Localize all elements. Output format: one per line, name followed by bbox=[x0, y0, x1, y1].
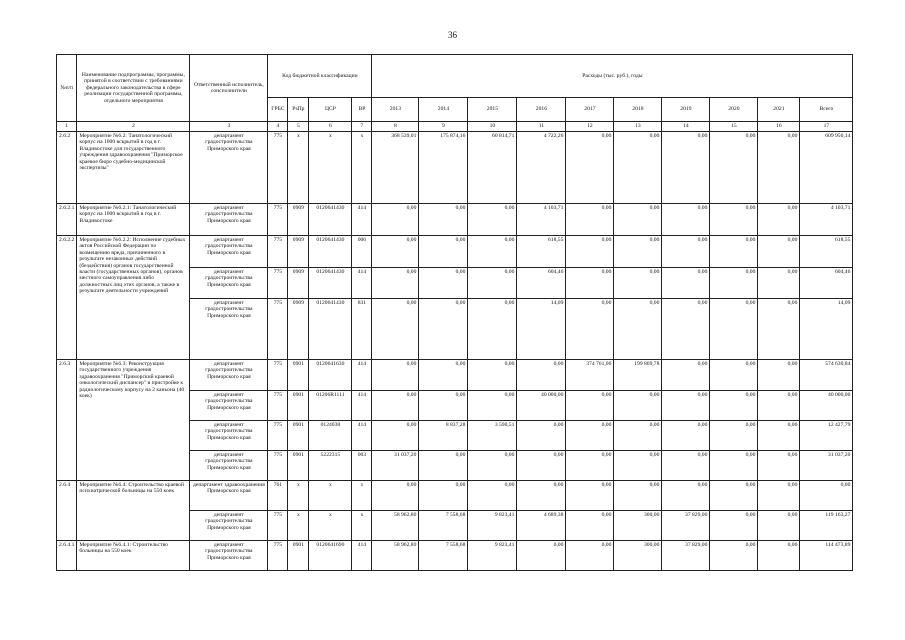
col-number: 8 bbox=[372, 122, 419, 132]
amount-cell: 0,00 bbox=[517, 360, 566, 391]
amount-cell: 0,00 bbox=[566, 511, 614, 541]
csr-cell: 0120641430 bbox=[309, 268, 352, 299]
total-cell: 40 000,00 bbox=[800, 391, 853, 421]
amount-cell: 0,00 bbox=[662, 451, 710, 481]
amount-cell: 31 037,20 bbox=[372, 451, 419, 481]
amount-cell: 0,00 bbox=[372, 268, 419, 299]
amount-cell: 0,00 bbox=[710, 451, 758, 481]
amount-cell: 0,00 bbox=[710, 132, 758, 204]
vr-cell: х bbox=[352, 132, 372, 204]
amount-cell: 0,00 bbox=[468, 268, 517, 299]
budget-table bbox=[56, 54, 853, 571]
rzpr-cell: 0901 bbox=[288, 360, 309, 391]
amount-cell: 0,00 bbox=[758, 541, 800, 571]
amount-cell: 0,00 bbox=[758, 511, 800, 541]
col-number: 14 bbox=[662, 122, 710, 132]
amount-cell: 60 814,71 bbox=[468, 132, 517, 204]
amount-cell: 0,00 bbox=[662, 268, 710, 299]
amount-cell: 0,00 bbox=[758, 391, 800, 421]
responsible-cell: департамент градостроительства Приморского края bbox=[190, 511, 268, 541]
amount-cell: 0,00 bbox=[419, 391, 468, 421]
header-year: 2015 bbox=[468, 98, 517, 122]
rzpr-cell: 0909 bbox=[288, 299, 309, 360]
amount-cell: 0,00 bbox=[468, 236, 517, 268]
header-year: 2018 bbox=[614, 98, 662, 122]
col-number: 11 bbox=[517, 122, 566, 132]
grbs-cell: 775 bbox=[268, 132, 288, 204]
amount-cell: 0,00 bbox=[758, 421, 800, 451]
grbs-cell: 761 bbox=[268, 481, 288, 511]
amount-cell: 0,00 bbox=[566, 236, 614, 268]
amount-cell: 0,00 bbox=[758, 132, 800, 204]
table-row bbox=[57, 481, 853, 511]
amount-cell: 58 962,80 bbox=[372, 541, 419, 571]
header-budget-code: Код бюджетной классификации bbox=[268, 55, 372, 98]
col-number: 16 bbox=[758, 122, 800, 132]
amount-cell: 0,00 bbox=[566, 421, 614, 451]
vr-cell: х bbox=[352, 511, 372, 541]
amount-cell: 0,00 bbox=[662, 481, 710, 511]
amount-cell: 0,00 bbox=[419, 481, 468, 511]
col-number: 4 bbox=[268, 122, 288, 132]
amount-cell: 4 722,26 bbox=[517, 132, 566, 204]
header-year: 2016 bbox=[517, 98, 566, 122]
amount-cell: 368 539,01 bbox=[372, 132, 419, 204]
grbs-cell: 775 bbox=[268, 511, 288, 541]
table-row bbox=[57, 132, 853, 204]
amount-cell: 0,00 bbox=[517, 481, 566, 511]
amount-cell: 0,00 bbox=[710, 299, 758, 360]
rzpr-cell: х bbox=[288, 132, 309, 204]
grbs-cell: 775 bbox=[268, 299, 288, 360]
grbs-cell: 775 bbox=[268, 391, 288, 421]
table-row bbox=[57, 541, 853, 571]
amount-cell: 199 869,78 bbox=[614, 360, 662, 391]
total-cell: 12 427,79 bbox=[800, 421, 853, 451]
amount-cell: 300,00 bbox=[614, 541, 662, 571]
amount-cell: 0,00 bbox=[372, 421, 419, 451]
rzpr-cell: 0901 bbox=[288, 541, 309, 571]
total-cell: 0,00 bbox=[800, 481, 853, 511]
amount-cell: 0,00 bbox=[710, 236, 758, 268]
amount-cell: 0,00 bbox=[758, 299, 800, 360]
amount-cell: 0,00 bbox=[614, 204, 662, 236]
responsible-cell: департамент градостроительства Приморского края bbox=[190, 236, 268, 268]
responsible-cell: департамент градостроительства Приморского края bbox=[190, 299, 268, 360]
grbs-cell: 775 bbox=[268, 360, 288, 391]
total-cell: 574 630,84 bbox=[800, 360, 853, 391]
vr-cell: 414 bbox=[352, 360, 372, 391]
header-year: 2019 bbox=[662, 98, 710, 122]
amount-cell: 0,00 bbox=[468, 481, 517, 511]
header-vr: ВР bbox=[352, 98, 372, 122]
amount-cell: 37 829,00 bbox=[662, 511, 710, 541]
amount-cell: 0,00 bbox=[710, 511, 758, 541]
rzpr-cell: х bbox=[288, 511, 309, 541]
amount-cell: 0,00 bbox=[566, 451, 614, 481]
responsible-cell: департамент градостроительства Приморского края bbox=[190, 541, 268, 571]
responsible-cell: департамент здравоохранения Приморского края bbox=[190, 481, 268, 511]
csr-cell: 0120641690 bbox=[309, 541, 352, 571]
amount-cell: 0,00 bbox=[419, 360, 468, 391]
vr-cell: 414 bbox=[352, 391, 372, 421]
amount-cell: 0,00 bbox=[710, 541, 758, 571]
vr-cell: 003 bbox=[352, 451, 372, 481]
amount-cell: 0,00 bbox=[372, 204, 419, 236]
amount-cell: 0,00 bbox=[566, 481, 614, 511]
vr-cell: 414 bbox=[352, 421, 372, 451]
amount-cell: 0,00 bbox=[758, 451, 800, 481]
amount-cell: 7 558,68 bbox=[419, 541, 468, 571]
total-cell: 618,55 bbox=[800, 236, 853, 268]
amount-cell: 0,00 bbox=[419, 236, 468, 268]
amount-cell: 0,00 bbox=[662, 299, 710, 360]
header-year: 2021 bbox=[758, 98, 800, 122]
amount-cell: 0,00 bbox=[758, 481, 800, 511]
col-number: 6 bbox=[309, 122, 352, 132]
amount-cell: 9 823,41 bbox=[468, 511, 517, 541]
col-number: 15 bbox=[710, 122, 758, 132]
amount-cell: 0,00 bbox=[468, 204, 517, 236]
rzpr-cell: 0909 bbox=[288, 204, 309, 236]
amount-cell: 0,00 bbox=[758, 360, 800, 391]
vr-cell: 006 bbox=[352, 236, 372, 268]
col-number: 17 bbox=[800, 122, 853, 132]
amount-cell: 0,00 bbox=[372, 360, 419, 391]
grbs-cell: 775 bbox=[268, 451, 288, 481]
amount-cell: 0,00 bbox=[419, 451, 468, 481]
amount-cell: 618,55 bbox=[517, 236, 566, 268]
amount-cell: 0,00 bbox=[758, 204, 800, 236]
header-year: 2014 bbox=[419, 98, 468, 122]
responsible-cell: департамент градостроительства Приморского края bbox=[190, 391, 268, 421]
amount-cell: 0,00 bbox=[566, 299, 614, 360]
amount-cell: 40 000,00 bbox=[517, 391, 566, 421]
amount-cell: 0,00 bbox=[468, 451, 517, 481]
row-number: 2.6.2.1 bbox=[57, 204, 77, 236]
row-number: 2.6.2.2 bbox=[57, 236, 77, 360]
grbs-cell: 775 bbox=[268, 236, 288, 268]
amount-cell: 0,00 bbox=[419, 204, 468, 236]
header-csr: ЦСР bbox=[309, 98, 352, 122]
amount-cell: 0,00 bbox=[566, 204, 614, 236]
activity-name: Мероприятие №6.2.1: Танатологический корпус на 1000 вскрытий в год в г. Владивостоке bbox=[77, 204, 190, 236]
header-num: №п/п bbox=[57, 55, 77, 122]
total-cell: 114 473,89 bbox=[800, 541, 853, 571]
amount-cell: 175 874,16 bbox=[419, 132, 468, 204]
vr-cell: 414 bbox=[352, 268, 372, 299]
vr-cell: 831 bbox=[352, 299, 372, 360]
amount-cell: 0,00 bbox=[566, 132, 614, 204]
responsible-cell: департамент градостроительства Приморского края bbox=[190, 421, 268, 451]
csr-cell: 0124038 bbox=[309, 421, 352, 451]
amount-cell: 0,00 bbox=[372, 299, 419, 360]
table-row bbox=[57, 204, 853, 236]
amount-cell: 0,00 bbox=[758, 268, 800, 299]
amount-cell: 0,00 bbox=[614, 451, 662, 481]
amount-cell: 604,46 bbox=[517, 268, 566, 299]
amount-cell: 0,00 bbox=[662, 360, 710, 391]
amount-cell: 0,00 bbox=[614, 391, 662, 421]
amount-cell: 300,00 bbox=[614, 511, 662, 541]
amount-cell: 0,00 bbox=[614, 299, 662, 360]
header-responsible: Ответственный исполнитель, соисполнители bbox=[190, 55, 268, 122]
col-number: 9 bbox=[419, 122, 468, 132]
amount-cell: 0,00 bbox=[468, 391, 517, 421]
amount-cell: 0,00 bbox=[468, 299, 517, 360]
amount-cell: 0,00 bbox=[614, 421, 662, 451]
csr-cell: 0120641430 bbox=[309, 299, 352, 360]
amount-cell: 0,00 bbox=[758, 236, 800, 268]
amount-cell: 4 103,71 bbox=[517, 204, 566, 236]
amount-cell: 0,00 bbox=[566, 268, 614, 299]
table-row bbox=[57, 236, 853, 268]
amount-cell: 0,00 bbox=[710, 481, 758, 511]
amount-cell: 0,00 bbox=[566, 391, 614, 421]
vr-cell: х bbox=[352, 481, 372, 511]
amount-cell: 0,00 bbox=[614, 268, 662, 299]
grbs-cell: 775 bbox=[268, 421, 288, 451]
amount-cell: 0,00 bbox=[710, 204, 758, 236]
col-number: 1 bbox=[57, 122, 77, 132]
header-year: 2020 bbox=[710, 98, 758, 122]
row-number: 2.6.4 bbox=[57, 481, 77, 541]
amount-cell: 0,00 bbox=[468, 360, 517, 391]
amount-cell: 0,00 bbox=[419, 268, 468, 299]
activity-name: Мероприятие №6.4: Строительство краевой психиатрической больницы на 550 коек bbox=[77, 481, 190, 541]
amount-cell: 14,09 bbox=[517, 299, 566, 360]
amount-cell: 8 837,28 bbox=[419, 421, 468, 451]
header-rzpr: РзПр bbox=[288, 98, 309, 122]
amount-cell: 0,00 bbox=[614, 132, 662, 204]
amount-cell: 0,00 bbox=[662, 204, 710, 236]
table-row bbox=[57, 360, 853, 391]
col-number: 5 bbox=[288, 122, 309, 132]
amount-cell: 0,00 bbox=[517, 541, 566, 571]
rzpr-cell: 0909 bbox=[288, 268, 309, 299]
amount-cell: 0,00 bbox=[372, 236, 419, 268]
csr-cell: 0120641430 bbox=[309, 204, 352, 236]
amount-cell: 3 590,51 bbox=[468, 421, 517, 451]
amount-cell: 7 558,68 bbox=[419, 511, 468, 541]
rzpr-cell: 0901 bbox=[288, 421, 309, 451]
amount-cell: 0,00 bbox=[710, 421, 758, 451]
amount-cell: 0,00 bbox=[372, 391, 419, 421]
total-cell: 4 103,71 bbox=[800, 204, 853, 236]
grbs-cell: 775 bbox=[268, 268, 288, 299]
amount-cell: 0,00 bbox=[517, 421, 566, 451]
amount-cell: 374 761,06 bbox=[566, 360, 614, 391]
header-year: 2017 bbox=[566, 98, 614, 122]
amount-cell: 0,00 bbox=[419, 299, 468, 360]
page-number: 36 bbox=[448, 30, 457, 40]
grbs-cell: 775 bbox=[268, 204, 288, 236]
amount-cell: 9 823,41 bbox=[468, 541, 517, 571]
header-name: Наименование подпрограммы, программы, принятой в соответствии с требованиями федерального законодательства в сфере реализации государственной программы, отдельного мероприятия bbox=[77, 55, 190, 122]
amount-cell: 0,00 bbox=[662, 421, 710, 451]
col-number: 3 bbox=[190, 122, 268, 132]
rzpr-cell: 0901 bbox=[288, 451, 309, 481]
total-cell: 14,09 bbox=[800, 299, 853, 360]
activity-name: Мероприятие №6.4.1: Строительство больницы на 550 коек bbox=[77, 541, 190, 571]
amount-cell: 0,00 bbox=[566, 541, 614, 571]
amount-cell: 0,00 bbox=[662, 391, 710, 421]
total-cell: 119 163,27 bbox=[800, 511, 853, 541]
amount-cell: 0,00 bbox=[662, 236, 710, 268]
amount-cell: 0,00 bbox=[710, 360, 758, 391]
rzpr-cell: 0909 bbox=[288, 236, 309, 268]
amount-cell: 0,00 bbox=[614, 236, 662, 268]
row-number: 2.6.4.1 bbox=[57, 541, 77, 571]
rzpr-cell: х bbox=[288, 481, 309, 511]
csr-cell: 01206R1111 bbox=[309, 391, 352, 421]
vr-cell: 414 bbox=[352, 541, 372, 571]
col-number: 12 bbox=[566, 122, 614, 132]
col-number: 10 bbox=[468, 122, 517, 132]
col-number: 13 bbox=[614, 122, 662, 132]
amount-cell: 0,00 bbox=[614, 481, 662, 511]
vr-cell: 414 bbox=[352, 204, 372, 236]
activity-name: Мероприятие №6.3: Реконструкция государственного учреждения здравоохранения "Приморский краевой онкологический диспансер" в пристройке к радиологическому корпусу на 2 каньона (40 коек) bbox=[77, 360, 190, 481]
amount-cell: 4 689,38 bbox=[517, 511, 566, 541]
header-expenses: Расходы (тыс. руб.), годы bbox=[372, 55, 853, 98]
grbs-cell: 775 bbox=[268, 541, 288, 571]
activity-name: Мероприятие №6.2.2: Исполнение судебных актов Российской Федерации по возмещению вреда, причиненного в результате незаконных действий (бездействия) органов государственной власти (государственных органов), органов местного самоуправления либо должностных лиц этих органов, а также в результате деятельности учреждений bbox=[77, 236, 190, 360]
responsible-cell: департамент градостроительства Приморского края bbox=[190, 360, 268, 391]
header-total: Всего bbox=[800, 98, 853, 122]
responsible-cell: департамент градостроительства Приморского края bbox=[190, 451, 268, 481]
col-number: 7 bbox=[352, 122, 372, 132]
amount-cell: 0,00 bbox=[710, 391, 758, 421]
amount-cell: 0,00 bbox=[662, 132, 710, 204]
csr-cell: 5222315 bbox=[309, 451, 352, 481]
amount-cell: 58 962,80 bbox=[372, 511, 419, 541]
csr-cell: х bbox=[309, 511, 352, 541]
total-cell: 609 950,14 bbox=[800, 132, 853, 204]
amount-cell: 37 829,00 bbox=[662, 541, 710, 571]
responsible-cell: департамент градостроительства Приморского края bbox=[190, 132, 268, 204]
table-body bbox=[57, 132, 853, 571]
amount-cell: 0,00 bbox=[372, 481, 419, 511]
activity-name: Мероприятие №6.2: Танатологический корпус на 1000 вскрытий в год в г. Владивостоке для государственного учреждения здравоохранения "Приморское краевое бюро судебно-медицинской экспертизы" bbox=[77, 132, 190, 204]
total-cell: 31 037,20 bbox=[800, 451, 853, 481]
csr-cell: х bbox=[309, 481, 352, 511]
amount-cell: 0,00 bbox=[710, 268, 758, 299]
csr-cell: х bbox=[309, 132, 352, 204]
csr-cell: 0120641430 bbox=[309, 236, 352, 268]
row-number: 2.6.3 bbox=[57, 360, 77, 481]
header-grbs: ГРБС bbox=[268, 98, 288, 122]
total-cell: 604,46 bbox=[800, 268, 853, 299]
row-number: 2.6.2 bbox=[57, 132, 77, 204]
rzpr-cell: 0901 bbox=[288, 391, 309, 421]
amount-cell: 0,00 bbox=[517, 451, 566, 481]
col-number: 2 bbox=[77, 122, 190, 132]
header-year: 2013 bbox=[372, 98, 419, 122]
csr-cell: 0120641630 bbox=[309, 360, 352, 391]
column-numbers-row bbox=[57, 122, 853, 132]
responsible-cell: департамент градостроительства Приморского края bbox=[190, 268, 268, 299]
responsible-cell: департамент градостроительства Приморского края bbox=[190, 204, 268, 236]
